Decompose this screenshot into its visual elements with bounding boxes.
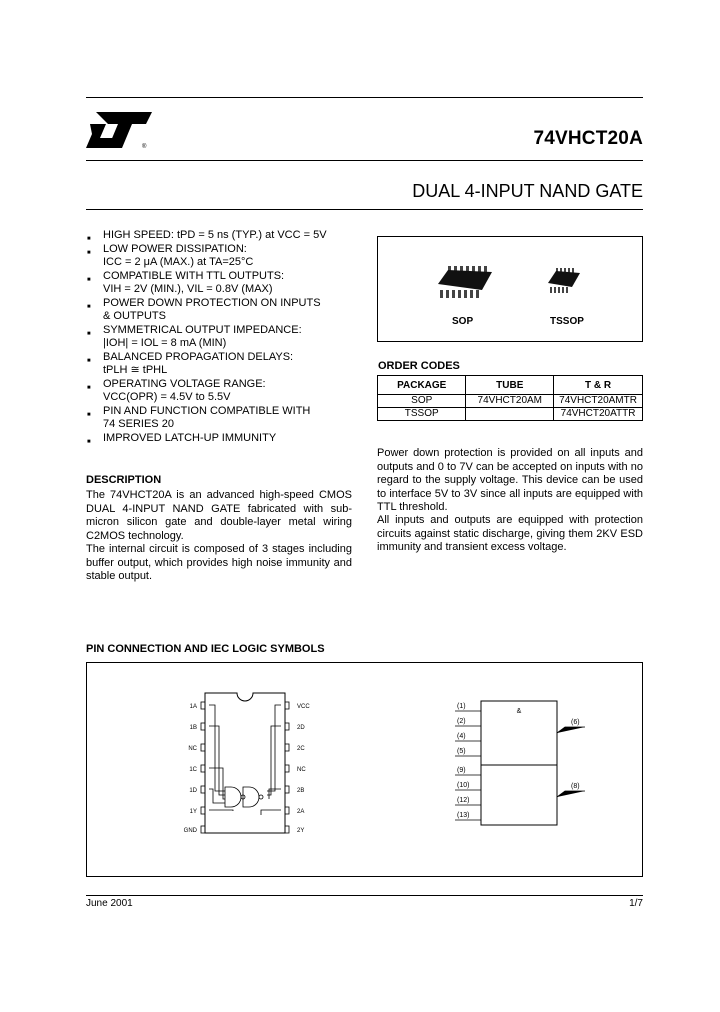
footer-rule (86, 895, 643, 896)
iec-input-label: (4) (457, 733, 466, 740)
table-row (378, 395, 643, 408)
right-pin-label: VCC (297, 704, 310, 710)
svg-text:&: & (516, 708, 522, 715)
order-codes-heading: ORDER CODES (378, 360, 460, 372)
table-cell: 74VHCT20AMTR (554, 395, 643, 408)
pin-connection-diagram (175, 687, 415, 857)
bullet-icon: ■ (87, 384, 91, 391)
page-number: 1/7 (629, 898, 643, 909)
column-header: T & R (554, 376, 643, 395)
iec-input-label: (2) (457, 718, 466, 725)
bullet-icon: ■ (87, 357, 91, 364)
table-cell (466, 408, 554, 421)
left-pin-label: NC (188, 746, 197, 752)
feature-item: ■ POWER DOWN PROTECTION ON INPUTS & OUTPUTS (87, 296, 321, 322)
features-list (86, 229, 356, 445)
iec-logic-symbol (425, 693, 625, 863)
iec-output-label: (6) (571, 719, 580, 726)
bullet-icon: ■ (87, 411, 91, 418)
bullet-icon: ■ (87, 303, 91, 310)
right-para-1: Power down protection is provided on all inputs and outputs and 0 to 7V can be accepted on inputs with no regard to the supply voltage. This device can be used to interface 5V to 3V since all inputs are equipped with TTL threshold. (377, 447, 643, 513)
right-pin-label: NC (297, 767, 306, 773)
bullet-icon: ■ (87, 276, 91, 283)
bullet-icon: ■ (87, 330, 91, 337)
right-para-2: All inputs and outputs are equipped with protection circuits against static discharge, giving them 2KV ESD immunity and transient excess voltage. (377, 514, 643, 553)
feature-item: ■ BALANCED PROPAGATION DELAYS: tPLH ≅ tPHL (87, 350, 294, 376)
left-pin-label: 1C (189, 767, 197, 773)
right-pin-label: 2C (297, 746, 305, 752)
sop-package-image (434, 262, 494, 302)
title-rule (86, 160, 643, 161)
column-header: PACKAGE (378, 376, 466, 395)
device-subtitle: DUAL 4-INPUT NAND GATE (412, 181, 643, 201)
iec-output-label: (8) (571, 783, 580, 790)
iec-input-label: (5) (457, 748, 466, 755)
package-images-box (377, 236, 643, 342)
st-logo (86, 104, 154, 154)
top-rule (86, 97, 643, 98)
table-cell: 74VHCT20AM (466, 395, 554, 408)
right-pin-label: 2B (297, 788, 305, 794)
iec-input-label: (13) (457, 812, 470, 819)
column-header: TUBE (466, 376, 554, 395)
description-para-1: The 74VHCT20A is an advanced high-speed CMOS DUAL 4-INPUT NAND GATE fabricated with sub-micron silicon gate and double-layer metal wiring C2MOS technology. (86, 489, 352, 542)
iec-input-label: (12) (457, 797, 470, 804)
bullet-icon: ■ (87, 249, 91, 256)
tssop-package-image (544, 265, 584, 297)
feature-item: ■ PIN AND FUNCTION COMPATIBLE WITH 74 SERIES 20 (87, 404, 311, 430)
iec-input-label: (9) (457, 767, 466, 774)
bullet-icon: ■ (87, 236, 91, 242)
subtitle-rule (86, 209, 643, 210)
order-codes-table (377, 375, 643, 421)
iec-input-label: (1) (457, 703, 466, 710)
iec-input-label: (10) (457, 782, 470, 789)
feature-item: ■ SYMMETRICAL OUTPUT IMPEDANCE: |IOH| = IOL = 8 mA (MIN) (87, 323, 302, 349)
feature-item: ■ COMPATIBLE WITH TTL OUTPUTS: VIH = 2V (MIN.), VIL = 0.8V (MAX) (87, 269, 285, 295)
footer-date: June 2001 (86, 898, 133, 909)
figure-heading: PIN CONNECTION AND IEC LOGIC SYMBOLS (86, 643, 325, 655)
table-cell: TSSOP (378, 408, 466, 421)
left-pin-label: 1B (189, 725, 197, 731)
right-pin-label: 2D (297, 725, 305, 731)
left-pin-label: 1Y (189, 809, 197, 815)
bullet-icon: ■ (87, 438, 91, 445)
feature-item: ■ HIGH SPEED: tPD = 5 ns (TYP.) at VCC = 5V (86, 229, 356, 243)
table-row (378, 408, 643, 421)
table-header-row (378, 376, 643, 395)
svg-text:®: ® (142, 144, 147, 150)
description-heading: DESCRIPTION (86, 474, 162, 486)
left-pin-label: GND (183, 828, 197, 834)
right-pin-label: 2A (297, 809, 305, 815)
part-number-title: 74VHCT20A (533, 128, 643, 149)
table-cell: SOP (378, 395, 466, 408)
left-pin-label: 1D (189, 788, 197, 794)
right-pin-label: 2Y (297, 828, 305, 834)
sop-label: SOP (452, 316, 474, 327)
description-para-2: The internal circuit is composed of 3 stages including buffer output, which provides high noise immunity and stable output. (86, 543, 352, 582)
table-cell: 74VHCT20ATTR (554, 408, 643, 421)
tssop-label: TSSOP (550, 316, 584, 327)
feature-item: ■ LOW POWER DISSIPATION: ICC = 2 μA (MAX.) at TA=25°C (87, 242, 254, 268)
feature-item: ■ OPERATING VOLTAGE RANGE: VCC(OPR) = 4.5V to 5.5V (87, 377, 266, 403)
feature-item: ■ IMPROVED LATCH-UP IMMUNITY (86, 432, 356, 446)
left-pin-label: 1A (189, 704, 197, 710)
pin-connection-figure (86, 662, 643, 877)
